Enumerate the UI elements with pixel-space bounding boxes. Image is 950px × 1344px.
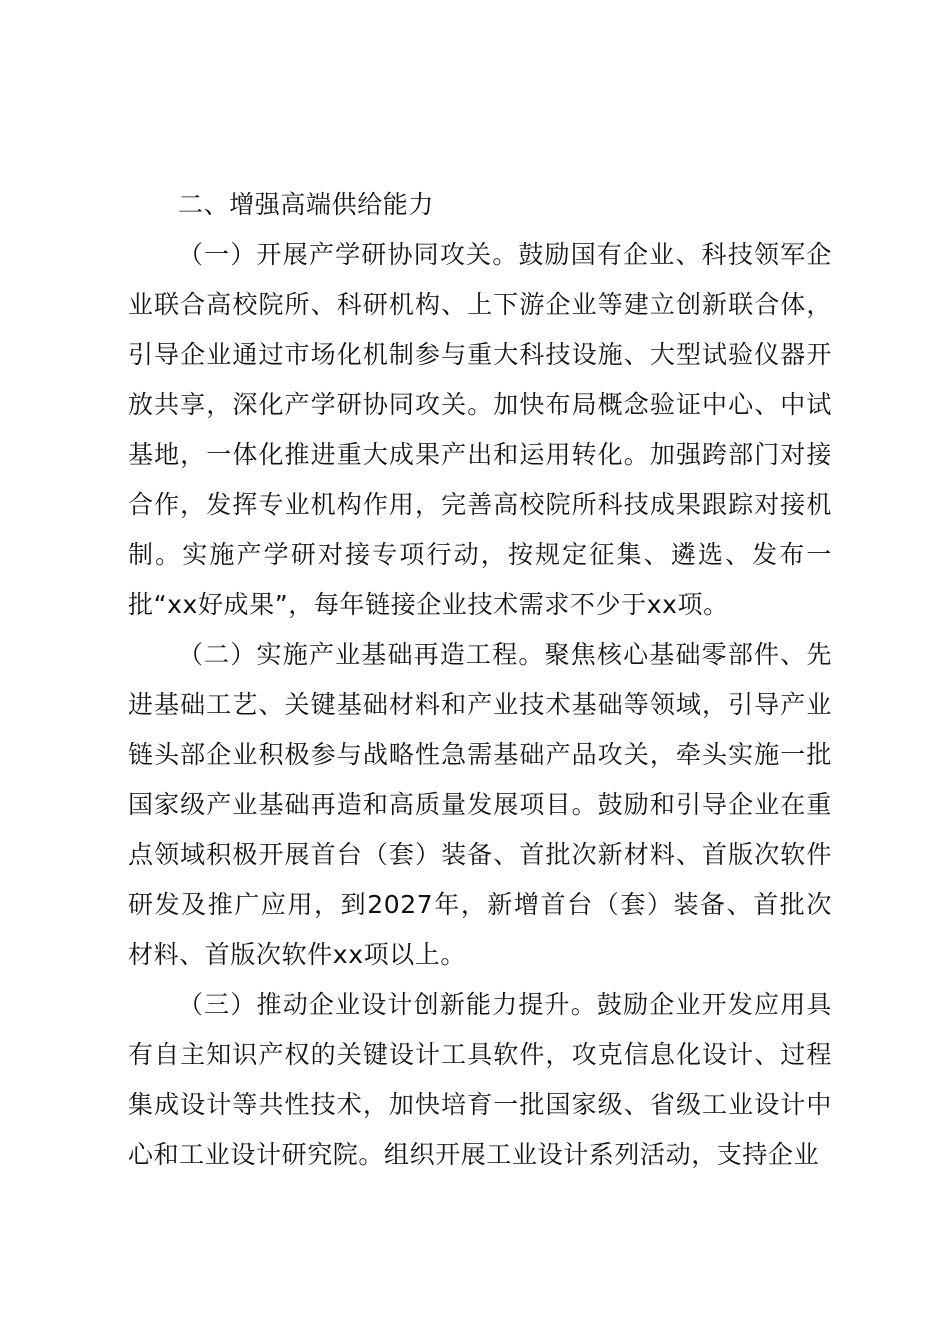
paragraph-2: （二）实施产业基础再造工程。聚焦核心基础零部件、先进基础工艺、关键基础材料和产业技术基础等领域，引导产业链头部企业积极参与战略性急需基础产品攻关，牵头实施一批国家级产业基础再造和高质量发展项目。鼓励和引导企业在重点领域积极开展首台（套）装备、首批次新材料、首版次软件研发及推广应用，到2027年，新增首台（套）装备、首批次材料、首版次软件xx项以上。 xyxy=(128,640,832,969)
paragraph-1: （一）开展产学研协同攻关。鼓励国有企业、科技领军企业联合高校院所、科研机构、上下游企业等建立创新联合体，引导企业通过市场化机制参与重大科技设施、大型试验仪器开放共享，深化产学研协同攻关。加快布局概念验证中心、中试基地，一体化推进重大成果产出和运用转化。加强跨部门对接合作，发挥专业机构作用，完善高校院所科技成果跟踪对接机制。实施产学研对接专项行动，按规定征集、遴选、发布一批“xx好成果”，每年链接企业技术需求不少于xx项。 xyxy=(128,240,832,619)
document-body xyxy=(128,180,832,1180)
paragraph-3: （三）推动企业设计创新能力提升。鼓励企业开发应用具有自主知识产权的关键设计工具软件，攻克信息化设计、过程集成设计等共性技术，加快培育一批国家级、省级工业设计中心和工业设计研究院。组织开展工业设计系列活动，支持企业 xyxy=(128,990,832,1169)
section-heading: 二、增强高端供给能力 xyxy=(178,190,435,219)
